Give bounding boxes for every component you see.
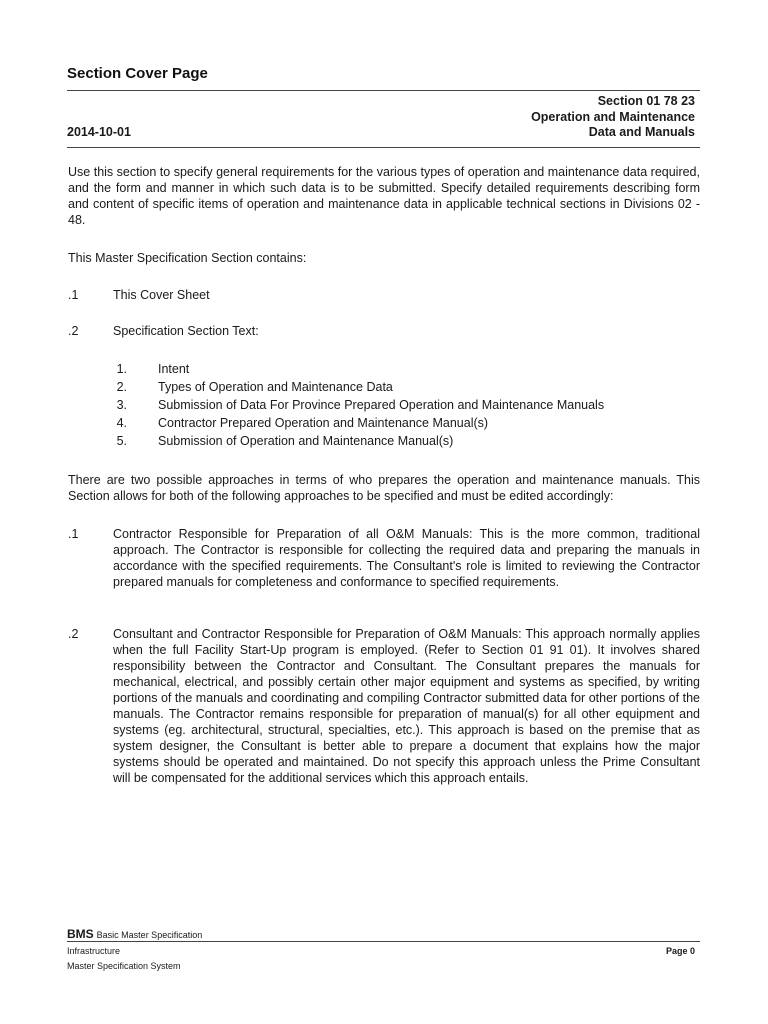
bms-code: BMS — [67, 927, 94, 941]
sub-list-item — [113, 361, 673, 379]
sub-list-number: 5. — [116, 434, 127, 448]
sub-list-item — [113, 397, 673, 415]
list-item-text: This Cover Sheet — [113, 288, 210, 302]
section-number: Section 01 78 23 — [597, 94, 695, 108]
section-title-line1: Operation and Maintenance — [531, 110, 695, 124]
sub-list-item — [113, 379, 673, 397]
sub-list-text: Intent — [158, 362, 190, 376]
footer-line2: Master Specification System — [67, 961, 181, 971]
sub-list-item — [113, 433, 673, 451]
section-date: 2014-10-01 — [67, 125, 131, 139]
list-item-text: Specification Section Text: — [113, 324, 259, 338]
sub-list-number: 4. — [116, 416, 127, 430]
contains-label: This Master Specification Section contains: — [68, 251, 307, 265]
approach-number: .1 — [68, 527, 79, 541]
bms-name: Basic Master Specification — [96, 930, 203, 940]
header-bottom-rule — [67, 147, 700, 148]
page-number: Page 0 — [665, 946, 695, 956]
sub-list-number: 3. — [116, 398, 127, 412]
sub-list-number: 1. — [116, 362, 127, 376]
sub-list-text: Contractor Prepared Operation and Maintenance Manual(s) — [158, 416, 489, 430]
sub-list-text: Submission of Data For Province Prepared Operation and Maintenance Manuals — [158, 398, 605, 412]
section-title-line2: Data and Manuals — [588, 125, 695, 139]
list-item-number: .1 — [68, 288, 79, 302]
header-top-rule — [67, 90, 700, 91]
cover-title: Section Cover Page — [67, 65, 208, 82]
footer-rule — [67, 941, 700, 942]
approach-text: Contractor Responsible for Preparation of all O&M Manuals: This is the more common, traditional approach. The Contractor is responsible for collecting the required data and preparing the manuals in accordance with the specified requirements. The Consultant's role is limited to reviewing the Contractor prepared manuals for completeness and conformance to specified requirements. — [113, 527, 700, 589]
sub-list-text: Submission of Operation and Maintenance Manual(s) — [158, 434, 454, 448]
footer-line1: Infrastructure — [67, 946, 121, 956]
approach-text: Consultant and Contractor Responsible for Preparation of O&M Manuals: This approach normally applies when the full Facility Start-Up program is employed. (Refer to Section 01 91 01). It involves shared responsibility between the Contractor and Consultant. The Consultant prepares the manuals for mechanical, electrical, and possibly certain other major equipment and systems as specified, by writing portions of the manuals and coordinating and compiling Contractor submitted data for other portions of the manuals. The Contractor remains responsible for preparation of manual(s) for all other equipment and systems (eg. architectural, structural, specialties, etc.). This approach is based on the premise that as system designer, the Consultant is better able to prepare a document that explains how the major systems should be operated and maintained. Do not specify this approach unless the Prime Consultant will be compensated for the additional services which this approach entails. — [113, 627, 700, 785]
approach-number: .2 — [68, 627, 79, 641]
approaches-intro: There are two possible approaches in terms of who prepares the operation and maintenance manuals. This Section allows for both of the following approaches to be specified and must be edited accordingly: — [68, 473, 700, 503]
sub-list-item — [113, 415, 673, 433]
list-item-number: .2 — [68, 324, 79, 338]
sub-list-text: Types of Operation and Maintenance Data — [158, 380, 393, 394]
section-header — [67, 93, 695, 141]
sub-list-number: 2. — [116, 380, 127, 394]
section-text-list — [113, 361, 673, 451]
intro-paragraph: Use this section to specify general requirements for the various types of operation and maintenance data required, and the form and manner in which such data is to be submitted. Specify detailed requirements describing form and content of specific items of operation and maintenance data in applicable technical sections in Divisions 02 - 48. — [68, 165, 700, 227]
